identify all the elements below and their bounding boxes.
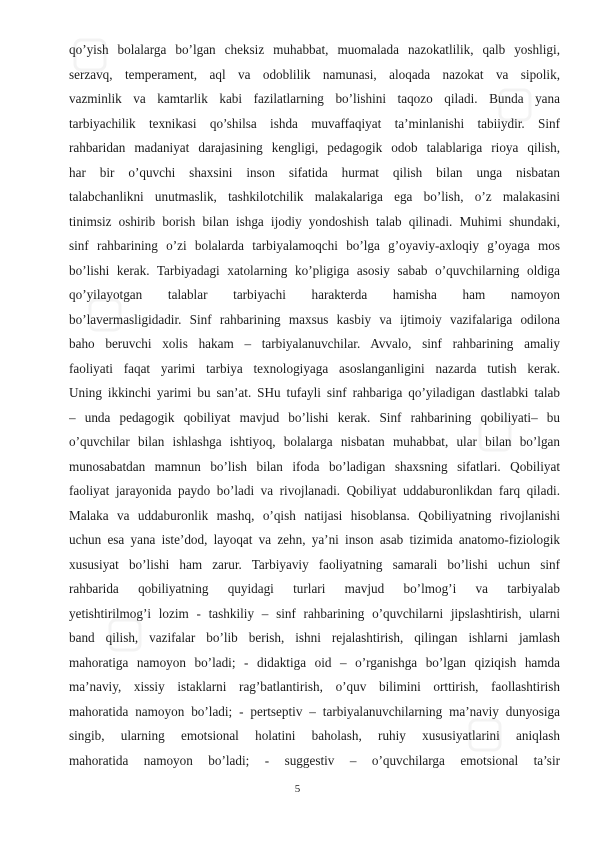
page-number: 5 xyxy=(294,783,301,795)
text-line: rahbarida qobiliyatning quyidagi turlari mavjud bo’lmog’i va tarbiyalab xyxy=(69,581,560,596)
text-line: Uning ikkinchi yarimi bu san’at. SHu tufayli sinf rahbariga qo’yiladigan dastlabki talab xyxy=(69,385,560,400)
text-line: har bir o’quvchi shaxsini inson sifatida hurmat qilish bilan unga nisbatan xyxy=(69,164,560,180)
text-line: uchun esa yana iste’dod, layoqat va zehn, ya’ni inson asab tizimida anatomo-fiziologik xyxy=(69,532,560,547)
text-line: singib, ularning emotsional holatini baholash, ruhiy xususiyatlarini aniqlash xyxy=(69,728,560,743)
text-line: rahbaridan madaniyat darajasining kengligi, pedagogik odob talablariga rioya qilish, xyxy=(69,140,560,155)
text-line: munosabatdan mamnun bo’lish bilan ifoda bo’ladigan shaxsning sifatlari. Qobiliyat xyxy=(69,458,560,474)
text-line: ma’naviy, xissiy istaklarni rag’batlantirish, o’quv bilimini orttirish, faollashtirish xyxy=(69,679,560,694)
text-line: serzavq, temperament, aql va odoblilik namunasi, aloqada nazokat va sipolik, xyxy=(69,66,560,82)
text-line: Malaka va uddaburonlik mashq, o’qish natijasi hisoblansa. Qobiliyatning rivojlanishi xyxy=(69,507,560,523)
text-line: yetishtirilmog’i lozim - tashkiliy – sinf rahbarining o’quvchilarni jipslashtirish, ularni xyxy=(69,605,560,621)
text-line: baho beruvchi xolis hakam – tarbiyalanuvchilar. Avvalo, sinf rahbarining amaliy xyxy=(69,336,560,351)
text-line: – unda pedagogik qobiliyat mavjud bo’lishi kerak. Sinf rahbarining qobiliyati– bu xyxy=(69,409,560,425)
text-line: qo’yish bolalarga bo’lgan cheksiz muhabbat, muomalada nazokatlilik, qalb yoshligi, xyxy=(69,42,560,57)
text-line: sinf rahbarining o’zi bolalarda tarbiyalamoqchi bo’lga g’oyaviy-axloqiy g’oyaga mos xyxy=(69,238,560,253)
text-line: band qilish, vazifalar bo’lib berish, ishni rejalashtirish, qilingan ishlarni jamlash xyxy=(69,630,560,645)
text-line: mahoratida namoyon bo’ladi; - pertseptiv – tarbiyalanuvchilarning ma’naviy dunyosiga xyxy=(69,703,560,719)
text-line: mahoratida namoyon bo’ladi; - suggestiv – o’quvchilarga emotsional ta’sir xyxy=(69,752,560,768)
text-line: vazminlik va kamtarlik kabi fazilatlarning bo’lishini taqozo qiladi. Bunda yana xyxy=(69,91,560,106)
text-line: bo’lishi kerak. Tarbiyadagi xatolarning ko’pligiga asosiy sabab o’quvchilarning oldiga xyxy=(69,262,560,278)
text-line: o’quvchilar bilan ishlashga ishtiyoq, bolalarga nisbatan muhabbat, ular bilan bo’lgan xyxy=(69,434,560,449)
text-line: tinimsiz oshirib borish bilan ishga ijodiy yondoshish talab qilinadi. Muhimi shundaki, xyxy=(69,213,560,229)
text-line: mahoratiga namoyon bo’ladi; - didaktiga oid – o’rganishga bo’lgan qiziqish hamda xyxy=(69,654,560,670)
text-line: talabchanlikni unutmaslik, tashkilotchilik malakalariga ega bo’lish, o’z malakasini xyxy=(69,189,560,204)
text-line: faoliyat jarayonida paydo bo’ladi va rivojlanadi. Qobiliyat uddaburonlikdan farq qiladi. xyxy=(69,483,560,498)
text-line: tarbiyachilik texnikasi qo’shilsa ishda muvaffaqiyat ta’minlanishi tabiiydir. Sinf xyxy=(69,115,560,131)
text-line: qo’yilayotgan talablar tarbiyachi harakterda hamisha ham namoyon xyxy=(69,287,560,302)
text-line: bo’lavermasligidadir. Sinf rahbarining maxsus kasbiy va ijtimoiy vazifalariga odilona xyxy=(69,311,560,327)
body-text xyxy=(69,38,560,773)
text-line: xususiyat bo’lishi ham zarur. Tarbiyaviy faoliyatning samarali bo’lishi uchun sinf xyxy=(69,556,560,572)
text-line: faoliyati faqat yarimi tarbiya texnologiyaga asoslanganligini nazarda tutish kerak. xyxy=(69,360,560,376)
